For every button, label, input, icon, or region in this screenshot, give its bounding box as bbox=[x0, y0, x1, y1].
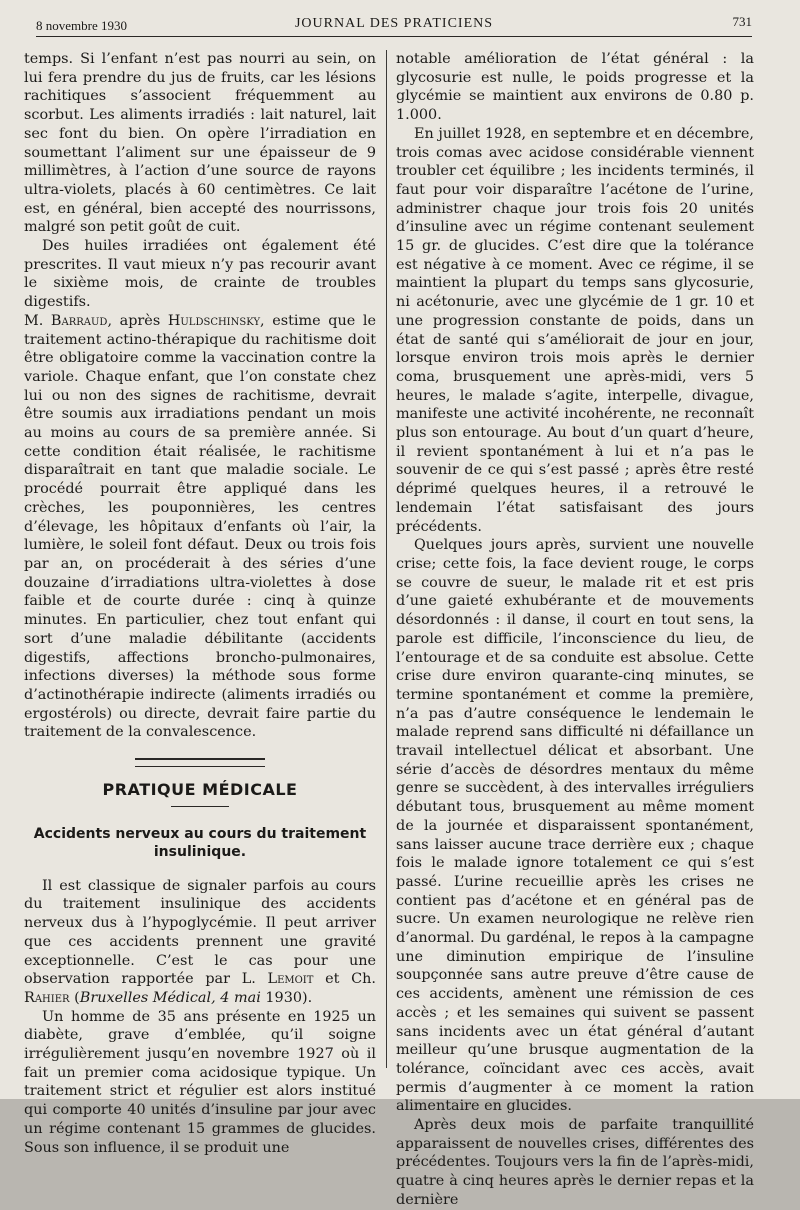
paragraph: En juillet 1928, en septembre et en décembre, trois comas avec acidose considérable viennent troubler cet équilibre ; les incidents terminés, il faut pour voir disparaître l’acétone de l’urine, administrer chaque jour trois fois 20 unités d’insuline avec un régime contenant seulement 15 gr. de glucides. C’est dire que la tolérance est négative à ce moment. Avec ce régime, il se maintient la plupart du temps sans glycosurie, ni acétonurie, avec une glycémie de 1 gr. 10 et une progression constante de poids, dans un état de santé qui s’améliorait de jour en jour, lorsque environ trois mois après le dernier coma, brusquement une après-midi, vers 5 heures, le malade s’agite, interpelle, divague, manifeste une activité incohérente, ne reconnaît plus son entourage. Au bout d’un quart d’heure, il revient spontanément à lui et n’a pas le souvenir de ce qui s’est passé ; après être resté déprimé quelques heures, il a retrouvé le lendemain l’état satisfaisant des jours précédents. bbox=[396, 125, 754, 535]
journal-title: JOURNAL DES PRATICIENS bbox=[294, 16, 494, 31]
column-divider bbox=[386, 50, 387, 1068]
author-name: L. Lemoit bbox=[241, 971, 314, 988]
paragraph: Il est classique de signaler parfois au cours du traitement insulinique des accidents nerveux dus à l’hypoglycémie. Il peut arriver que ces accidents prennent une gravité exceptionnelle. C’est le cas pour une observation rapportée par L. Lemoit et Ch. Rahier (Bruxelles Médical, 4 mai 1930). bbox=[24, 877, 376, 1006]
author-name: Rahier bbox=[24, 989, 70, 1006]
section-separator bbox=[135, 758, 265, 767]
paragraph: Après deux mois de parfaite tranquillité apparaissent de nouvelles crises, différentes des précédentes. Toujours vers la fin de l’après-midi, quatre à cinq heures après le dernier repas et la dernière bbox=[396, 1117, 754, 1208]
page-number: 731 bbox=[732, 14, 752, 29]
author-name: Huldschinsky bbox=[167, 312, 261, 329]
author-name: M. Barraud bbox=[24, 312, 108, 329]
journal-reference: Bruxelles Médical, 4 mai bbox=[79, 989, 261, 1006]
paragraph: temps. Si l’enfant n’est pas nourri au sein, on lui fera prendre du jus de fruits, car les lésions rachitiques s’associent fréquemment au scorbut. Les aliments irradiés : lait naturel, lait sec font du bien. On opère l’irradiation en soumettant l’aliment sur une épaisseur de 9 millimètres, à l’action d’une source de rayons ultra-violets, placés à 60 centimètres. Ce lait est, en général, bien accepté des nourrissons, malgré son petit goût de cuit. bbox=[24, 51, 376, 236]
issue-date: 8 novembre 1930 bbox=[36, 18, 127, 33]
running-header bbox=[36, 14, 752, 36]
paragraph: Un homme de 35 ans présente en 1925 un diabète, grave d’emblée, qu’il soigne irrégulièrement jusqu’en novembre 1927 où il fait un premier coma acidosique typique. Un traitement strict et régulier est alors institué qui comporte 40 unités d’insuline par jour avec un régime contenant 15 grammes de glucides. Sous son influence, il se produit une bbox=[24, 1008, 376, 1156]
section-title-rule bbox=[171, 806, 229, 807]
paragraph: notable amélioration de l’état général : la glycosurie est nulle, le poids progresse et la glycémie se maintient aux environs de 0.80 p. 1.000. bbox=[396, 51, 754, 124]
section-title: PRATIQUE MÉDICALE bbox=[102, 780, 298, 800]
right-column bbox=[396, 50, 754, 1210]
left-column bbox=[24, 50, 376, 1157]
paragraph: Quelques jours après, survient une nouvelle crise; cette fois, la face devient rouge, le corps se couvre de sueur, le malade rit et est pris d’une gaieté exhubérante et de mouvements désordonnés : il danse, il court en tout sens, la parole est difficile, l’inconscience du lieu, de l’entourage et de sa conduite est absolue. Cette crise dure environ quarante-cinq minutes, se termine spontanément et comme la première, n’a pas d’autre conséquence le lendemain le malade reprend sans difficulté ni défaillance un travail intellectuel délicat et absorbant. Une série d’accès de désordres mentaux du même genre se succèdent, à des intervalles irréguliers débutant tous, brusquement au même moment de la journée et disparaissent spontanément, sans laisser aucune trace derrière eux ; chaque fois le malade ignore totalement ce qui s’est passé. L’urine recueillie après les crises ne contient pas d’acétone et en général pas de sucre. Un examen neurologique ne relève rien d’anormal. Du gardénal, le repos à la campagne une diminution empirique de l’insuline soupçonnée sans autre preuve d’être cause de ces accidents, amènent une rémission de ces accès ; et les semaines qui suivent se passent sans incidents avec un état général d’autant meilleur qu’une brusque augmentation de la tolérance, coïncidant avec ces accès, avait permis d’augmenter à ce moment la ration alimentaire en glucides. bbox=[396, 537, 754, 1115]
paragraph: Des huiles irradiées ont également été prescrites. Il vaut mieux n’y pas recourir avant le sixième mois, de crainte de troubles digestifs. bbox=[24, 238, 376, 311]
header-rule bbox=[36, 36, 752, 37]
paragraph: M. Barraud, après Huldschinsky, estime que le traitement actino-thérapique du rachitisme doit être obligatoire comme la vaccination contre la variole. Chaque enfant, que l’on constate chez lui ou non des signes de rachitisme, devrait être soumis aux irradiations pendant un mois au moins au cours de sa première année. Si cette condition était réalisée, le rachitisme disparaîtrait en tant que maladie sociale. Le procédé pourrait être appliqué dans les crèches, les pouponnières, les centres d’élevage, les hôpitaux d’enfants où l’air, la lumière, le soleil font défaut. Deux ou trois fois par an, on procéderait à des séries d’une douzaine d’irradiations ultra-violettes à dose faible et de courte durée : cinq à quinze minutes. En particulier, chez tout enfant qui sort d’une maladie débilitante (accidents digestifs, affections broncho-pulmonaires, infections diverses) la méthode sous forme d’actinothérapie indirecte (aliments irradiés ou ergostérols) ou directe, devrait faire partie du traitement de la convalescence. bbox=[24, 312, 377, 741]
article-title: Accidents nerveux au cours du traitement insulinique. bbox=[33, 825, 367, 860]
